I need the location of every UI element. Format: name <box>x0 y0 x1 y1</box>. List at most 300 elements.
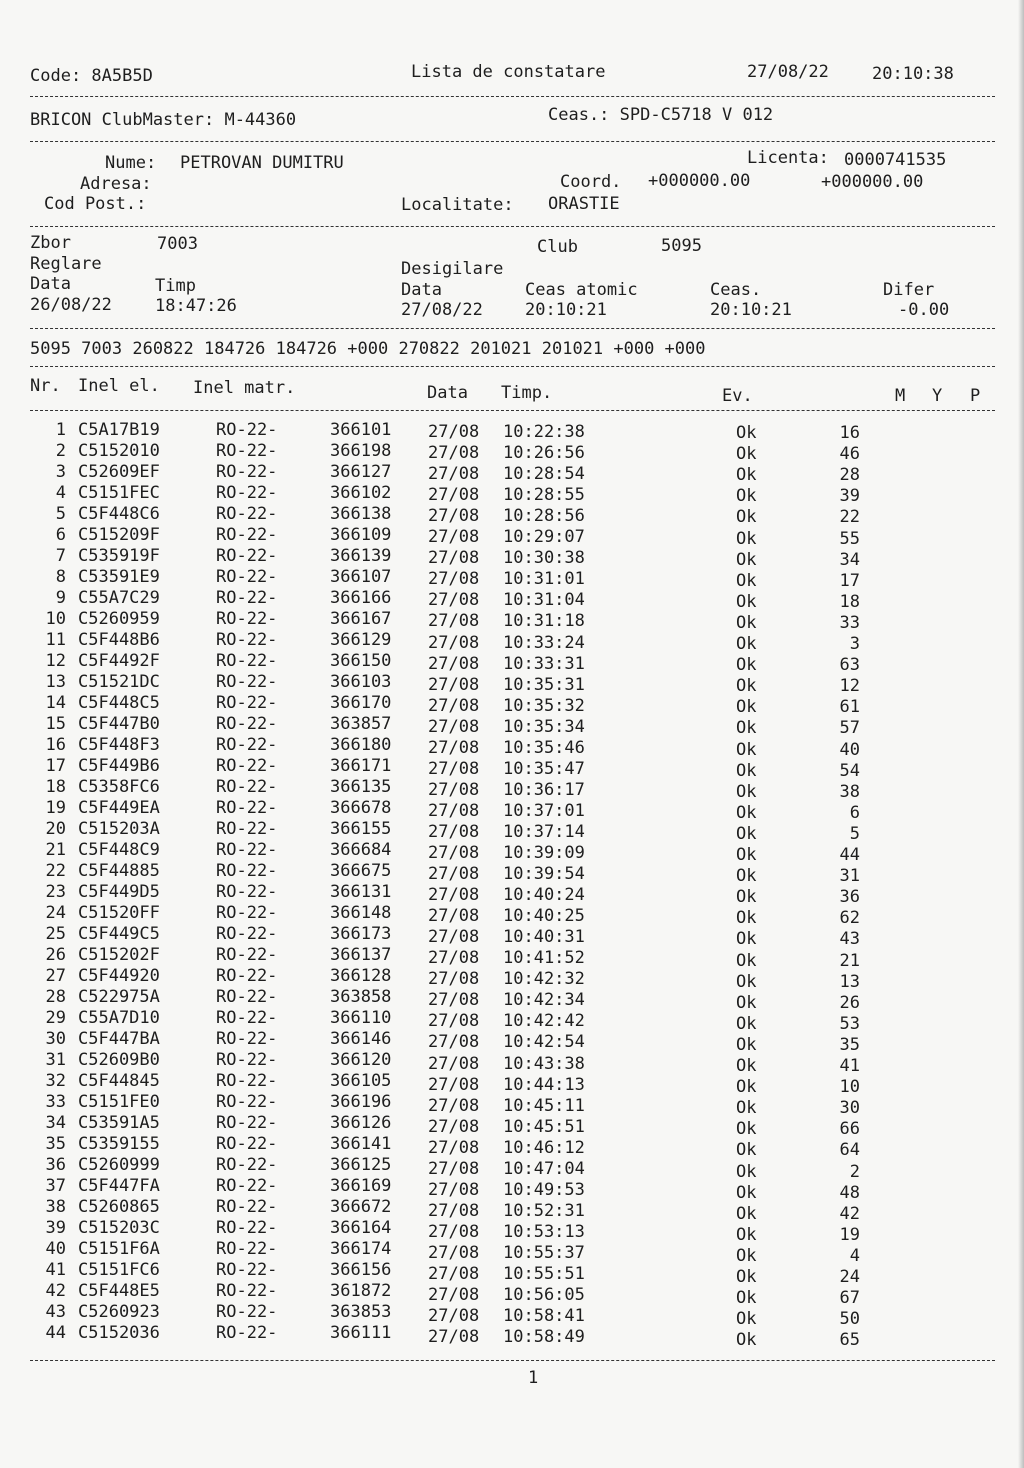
event-status: Ok <box>736 592 757 612</box>
atomic-label: Ceas atomic <box>525 280 638 300</box>
rank-value: 39 <box>839 486 860 506</box>
arrival-time: 10:30:38 <box>503 548 585 568</box>
arrival-date: 27/08 <box>428 633 480 653</box>
table-row <box>0 798 1024 823</box>
table-row <box>0 714 1024 738</box>
rank-value: 16 <box>839 423 860 443</box>
inel-matr-prefix: RO-22- <box>216 441 278 461</box>
rank-value: 54 <box>839 761 860 781</box>
row-number: 29 <box>45 1008 66 1028</box>
inel-el: C5359155 <box>78 1134 160 1154</box>
row-number: 17 <box>45 756 66 776</box>
event-status: Ok <box>736 1014 757 1034</box>
table-row <box>0 1302 1024 1329</box>
arrival-date: 27/08 <box>428 1096 480 1116</box>
inel-el: C5F44920 <box>78 966 160 986</box>
table-row <box>0 1218 1024 1245</box>
arrival-time: 10:55:51 <box>503 1264 585 1284</box>
event-status: Ok <box>736 1225 757 1245</box>
arrival-date: 27/08 <box>428 1201 480 1221</box>
owner-name: PETROVAN DUMITRU <box>180 153 344 173</box>
row-number: 4 <box>55 483 66 503</box>
divider <box>30 366 995 367</box>
arrival-date: 27/08 <box>428 1222 480 1242</box>
arrival-time: 10:33:31 <box>503 654 585 674</box>
arrival-date: 27/08 <box>428 464 480 484</box>
event-status: Ok <box>736 1035 757 1055</box>
inel-el: C5F447BA <box>78 1029 160 1049</box>
inel-el: C5F447B0 <box>78 714 160 734</box>
arrival-time: 10:47:04 <box>503 1159 585 1179</box>
arrival-date: 27/08 <box>428 611 480 631</box>
rank-value: 44 <box>839 845 860 865</box>
inel-matr-number: 366137 <box>330 945 392 965</box>
event-status: Ok <box>736 1183 757 1203</box>
row-number: 18 <box>45 777 66 797</box>
row-number: 23 <box>45 882 66 902</box>
event-status: Ok <box>736 1246 757 1266</box>
table-row <box>0 756 1024 781</box>
inel-matr-prefix: RO-22- <box>216 525 278 545</box>
timp-label: Timp <box>155 276 196 296</box>
page-number: 1 <box>528 1368 539 1388</box>
inel-matr-number: 366109 <box>330 525 392 545</box>
device-label: BRICON ClubMaster: M-44360 <box>30 110 297 130</box>
arrival-date: 27/08 <box>428 654 480 674</box>
difer-value: -0.00 <box>898 300 950 320</box>
table-row <box>0 945 1024 971</box>
inel-matr-prefix: RO-22- <box>216 987 278 1007</box>
inel-matr-prefix: RO-22- <box>216 882 278 902</box>
rank-value: 5 <box>849 824 860 844</box>
table-row <box>0 735 1024 760</box>
coord-y: +000000.00 <box>821 172 924 192</box>
inel-el: C515209F <box>78 525 160 545</box>
arrival-date: 27/08 <box>428 548 480 568</box>
arrival-date: 27/08 <box>428 717 480 737</box>
arrival-date: 27/08 <box>428 1032 480 1052</box>
arrival-date: 27/08 <box>428 738 480 758</box>
arrival-time: 10:56:05 <box>503 1285 585 1305</box>
arrival-time: 10:28:56 <box>503 506 585 526</box>
inel-matr-prefix: RO-22- <box>216 924 278 944</box>
arrival-time: 10:46:12 <box>503 1138 585 1158</box>
arrival-date: 27/08 <box>428 1264 480 1284</box>
arrival-time: 10:42:54 <box>503 1032 585 1052</box>
inel-matr-prefix: RO-22- <box>216 903 278 923</box>
inel-el: C5F4492F <box>78 651 160 671</box>
inel-matr-prefix: RO-22- <box>216 1113 278 1133</box>
inel-matr-prefix: RO-22- <box>216 1197 278 1217</box>
table-row <box>0 441 1024 462</box>
rank-value: 53 <box>839 1014 860 1034</box>
event-status: Ok <box>736 655 757 675</box>
clock-label: Ceas.: SPD-C5718 V 012 <box>548 105 774 125</box>
table-row <box>0 924 1024 949</box>
inel-el: C5151FEC <box>78 483 160 503</box>
table-row <box>0 861 1024 886</box>
inel-matr-number: 366678 <box>330 798 392 818</box>
rank-value: 38 <box>839 782 860 802</box>
row-number: 35 <box>45 1134 66 1154</box>
inel-matr-number: 366139 <box>330 546 392 566</box>
inel-matr-number: 366127 <box>330 462 392 482</box>
row-number: 2 <box>55 441 66 461</box>
table-row <box>0 525 1024 549</box>
arrival-date: 27/08 <box>428 1054 480 1074</box>
inel-matr-number: 366196 <box>330 1092 392 1112</box>
table-row <box>0 1176 1024 1203</box>
inel-el: C53591E9 <box>78 567 160 587</box>
inel-matr-number: 366155 <box>330 819 392 839</box>
row-number: 1 <box>55 420 66 440</box>
inel-el: C5F447FA <box>78 1176 160 1196</box>
inel-el: C5F449EA <box>78 798 160 818</box>
inel-matr-number: 363858 <box>330 987 392 1007</box>
table-row <box>0 966 1024 992</box>
inel-el: C51521DC <box>78 672 160 692</box>
arrival-time: 10:36:17 <box>503 780 585 800</box>
arrival-time: 10:44:13 <box>503 1075 585 1095</box>
inel-el: C5358FC6 <box>78 777 160 797</box>
event-status: Ok <box>736 1267 757 1287</box>
postcode-label: Cod Post.: <box>44 194 147 214</box>
table-row <box>0 1239 1024 1266</box>
col-ev-header: Ev. <box>722 386 753 406</box>
inel-el: C535919F <box>78 546 160 566</box>
inel-matr-number: 366164 <box>330 1218 392 1238</box>
inel-el: C5151F6A <box>78 1239 160 1259</box>
inel-matr-number: 366110 <box>330 1008 392 1028</box>
inel-matr-number: 366128 <box>330 966 392 986</box>
rank-value: 30 <box>839 1098 860 1118</box>
arrival-date: 27/08 <box>428 1180 480 1200</box>
inel-el: C55A7D10 <box>78 1008 160 1028</box>
rank-value: 35 <box>839 1035 860 1055</box>
inel-matr-number: 366169 <box>330 1176 392 1196</box>
rank-value: 63 <box>839 655 860 675</box>
arrival-time: 10:35:31 <box>503 675 585 695</box>
event-status: Ok <box>736 824 757 844</box>
inel-matr-number: 363853 <box>330 1302 392 1322</box>
table-row <box>0 1029 1024 1055</box>
arrival-date: 27/08 <box>428 1327 480 1347</box>
table-row <box>0 987 1024 1013</box>
arrival-time: 10:31:18 <box>503 611 585 631</box>
inel-el: C5151FE0 <box>78 1092 160 1112</box>
inel-matr-number: 366141 <box>330 1134 392 1154</box>
inel-matr-prefix: RO-22- <box>216 819 278 839</box>
inel-matr-prefix: RO-22- <box>216 1092 278 1112</box>
inel-el: C5F44845 <box>78 1071 160 1091</box>
table-row <box>0 609 1024 633</box>
arrival-time: 10:42:42 <box>503 1011 585 1031</box>
row-number: 14 <box>45 693 66 713</box>
inel-el: C5F448F3 <box>78 735 160 755</box>
inel-el: C5F448C5 <box>78 693 160 713</box>
inel-matr-number: 366126 <box>330 1113 392 1133</box>
col-timp-header: Timp. <box>501 383 553 403</box>
inel-el: C5F448E5 <box>78 1281 160 1301</box>
document-title: Lista de constatare <box>411 62 606 82</box>
inel-matr-prefix: RO-22- <box>216 1176 278 1196</box>
arrival-time: 10:35:34 <box>503 717 585 737</box>
event-status: Ok <box>736 634 757 654</box>
arrival-date: 27/08 <box>428 990 480 1010</box>
arrival-date: 27/08 <box>428 1075 480 1095</box>
table-row <box>0 1008 1024 1034</box>
inel-matr-prefix: RO-22- <box>216 672 278 692</box>
row-number: 24 <box>45 903 66 923</box>
arrival-time: 10:37:01 <box>503 801 585 821</box>
arrival-date: 27/08 <box>428 885 480 905</box>
arrival-time: 10:26:56 <box>503 443 585 463</box>
rank-value: 13 <box>839 972 860 992</box>
col-inel-matr-header: Inel matr. <box>193 378 296 398</box>
arrival-date: 27/08 <box>428 422 480 442</box>
data2-label: Data <box>401 280 442 300</box>
table-row <box>0 777 1024 802</box>
arrival-date: 27/08 <box>428 443 480 463</box>
inel-matr-prefix: RO-22- <box>216 420 278 440</box>
zbor-label: Zbor <box>30 233 71 253</box>
row-number: 41 <box>45 1260 66 1280</box>
arrival-date: 27/08 <box>428 843 480 863</box>
inel-matr-number: 366167 <box>330 609 392 629</box>
arrival-time: 10:42:32 <box>503 969 585 989</box>
inel-el: C53591A5 <box>78 1113 160 1133</box>
inel-el: C5F44885 <box>78 861 160 881</box>
inel-el: C5260923 <box>78 1302 160 1322</box>
inel-el: C5F448C9 <box>78 840 160 860</box>
arrival-time: 10:39:09 <box>503 843 585 863</box>
table-row <box>0 1197 1024 1224</box>
table-row <box>0 546 1024 570</box>
rank-value: 17 <box>839 571 860 591</box>
table-row <box>0 1113 1024 1139</box>
club-value: 5095 <box>661 236 702 256</box>
event-status: Ok <box>736 887 757 907</box>
inel-matr-number: 366135 <box>330 777 392 797</box>
license-label: Licenta: <box>747 148 829 168</box>
inel-matr-prefix: RO-22- <box>216 861 278 881</box>
rank-value: 19 <box>839 1225 860 1245</box>
inel-el: C5260959 <box>78 609 160 629</box>
row-number: 16 <box>45 735 66 755</box>
rank-value: 21 <box>839 951 860 971</box>
divider <box>30 226 995 227</box>
coord-x: +000000.00 <box>648 171 751 191</box>
address-label: Adresa: <box>80 174 152 194</box>
row-number: 19 <box>45 798 66 818</box>
rank-value: 61 <box>839 697 860 717</box>
col-m-header: M <box>895 386 906 406</box>
arrival-date: 27/08 <box>428 969 480 989</box>
arrival-time: 10:40:24 <box>503 885 585 905</box>
arrival-date: 27/08 <box>428 1306 480 1326</box>
inel-matr-prefix: RO-22- <box>216 1029 278 1049</box>
rank-value: 48 <box>839 1183 860 1203</box>
event-status: Ok <box>736 1309 757 1329</box>
table-row <box>0 693 1024 717</box>
inel-matr-number: 366131 <box>330 882 392 902</box>
inel-matr-number: 366198 <box>330 441 392 461</box>
divider <box>30 410 995 411</box>
table-row <box>0 420 1024 441</box>
rank-value: 42 <box>839 1204 860 1224</box>
row-number: 28 <box>45 987 66 1007</box>
event-status: Ok <box>736 761 757 781</box>
inel-matr-prefix: RO-22- <box>216 1302 278 1322</box>
col-p-header: P <box>970 386 981 406</box>
event-status: Ok <box>736 465 757 485</box>
arrival-time: 10:45:51 <box>503 1117 585 1137</box>
inel-matr-prefix: RO-22- <box>216 462 278 482</box>
arrival-time: 10:43:38 <box>503 1054 585 1074</box>
inel-matr-number: 366171 <box>330 756 392 776</box>
event-status: Ok <box>736 1077 757 1097</box>
event-status: Ok <box>736 1119 757 1139</box>
rank-value: 41 <box>839 1056 860 1076</box>
inel-el: C515203A <box>78 819 160 839</box>
row-number: 22 <box>45 861 66 881</box>
arrival-time: 10:35:47 <box>503 759 585 779</box>
print-date: 27/08/22 <box>747 62 829 82</box>
inel-matr-prefix: RO-22- <box>216 630 278 650</box>
inel-matr-number: 366120 <box>330 1050 392 1070</box>
table-row <box>0 1134 1024 1160</box>
inel-matr-number: 366174 <box>330 1239 392 1259</box>
table-row <box>0 1092 1024 1118</box>
arrival-date: 27/08 <box>428 864 480 884</box>
row-number: 6 <box>55 525 66 545</box>
rank-value: 10 <box>839 1077 860 1097</box>
arrival-time: 10:31:01 <box>503 569 585 589</box>
inel-el: C5152036 <box>78 1323 160 1343</box>
table-row <box>0 462 1024 483</box>
inel-matr-number: 366684 <box>330 840 392 860</box>
arrival-time: 10:58:41 <box>503 1306 585 1326</box>
arrival-time: 10:53:13 <box>503 1222 585 1242</box>
row-number: 9 <box>55 588 66 608</box>
arrival-date: 27/08 <box>428 1138 480 1158</box>
row-number: 15 <box>45 714 66 734</box>
inel-matr-prefix: RO-22- <box>216 1323 278 1343</box>
table-row <box>0 1323 1024 1350</box>
arrival-date: 27/08 <box>428 527 480 547</box>
divider <box>30 328 995 329</box>
row-number: 8 <box>55 567 66 587</box>
table-row <box>0 1050 1024 1076</box>
inel-matr-prefix: RO-22- <box>216 1008 278 1028</box>
inel-el: C5A17B19 <box>78 420 160 440</box>
rank-value: 64 <box>839 1140 860 1160</box>
ceas-label: Ceas. <box>710 280 762 300</box>
rank-value: 40 <box>839 740 860 760</box>
arrival-time: 10:40:25 <box>503 906 585 926</box>
des-date: 27/08/22 <box>401 300 483 320</box>
table-row <box>0 1260 1024 1287</box>
event-status: Ok <box>736 444 757 464</box>
event-status: Ok <box>736 866 757 886</box>
arrival-date: 27/08 <box>428 1011 480 1031</box>
inel-el: C5151FC6 <box>78 1260 160 1280</box>
event-status: Ok <box>736 1288 757 1308</box>
row-number: 44 <box>45 1323 66 1343</box>
rank-value: 6 <box>849 803 860 823</box>
table-row <box>0 903 1024 928</box>
arrival-time: 10:35:46 <box>503 738 585 758</box>
rank-value: 33 <box>839 613 860 633</box>
row-number: 11 <box>45 630 66 650</box>
inel-matr-number: 366103 <box>330 672 392 692</box>
inel-matr-number: 366675 <box>330 861 392 881</box>
row-number: 25 <box>45 924 66 944</box>
desigilare-label: Desigilare <box>401 259 504 279</box>
table-row <box>0 1071 1024 1097</box>
inel-matr-prefix: RO-22- <box>216 567 278 587</box>
inel-matr-number: 366107 <box>330 567 392 587</box>
event-status: Ok <box>736 718 757 738</box>
inel-el: C5152010 <box>78 441 160 461</box>
inel-matr-number: 363857 <box>330 714 392 734</box>
inel-matr-number: 366672 <box>330 1197 392 1217</box>
name-label: Nume: <box>105 153 157 173</box>
arrival-time: 10:41:52 <box>503 948 585 968</box>
inel-matr-number: 366102 <box>330 483 392 503</box>
inel-matr-number: 366150 <box>330 651 392 671</box>
inel-matr-number: 366111 <box>330 1323 392 1343</box>
rank-value: 67 <box>839 1288 860 1308</box>
inel-matr-prefix: RO-22- <box>216 504 278 524</box>
arrival-time: 10:39:54 <box>503 864 585 884</box>
table-row <box>0 819 1024 844</box>
row-number: 39 <box>45 1218 66 1238</box>
table-row <box>0 840 1024 865</box>
row-number: 10 <box>45 609 66 629</box>
rank-value: 3 <box>849 634 860 654</box>
event-status: Ok <box>736 908 757 928</box>
inel-matr-number: 366180 <box>330 735 392 755</box>
table-row <box>0 567 1024 591</box>
inel-el: C5F449D5 <box>78 882 160 902</box>
divider <box>30 96 995 97</box>
rank-value: 62 <box>839 908 860 928</box>
arrival-time: 10:52:31 <box>503 1201 585 1221</box>
inel-matr-prefix: RO-22- <box>216 546 278 566</box>
inel-matr-prefix: RO-22- <box>216 1260 278 1280</box>
inel-matr-prefix: RO-22- <box>216 714 278 734</box>
row-number: 33 <box>45 1092 66 1112</box>
inel-matr-prefix: RO-22- <box>216 1239 278 1259</box>
arrival-time: 10:35:32 <box>503 696 585 716</box>
table-row <box>0 483 1024 504</box>
col-data-header: Data <box>427 383 468 403</box>
inel-matr-prefix: RO-22- <box>216 756 278 776</box>
data-label: Data <box>30 274 71 294</box>
arrival-time: 10:42:34 <box>503 990 585 1010</box>
table-row <box>0 630 1024 654</box>
row-number: 7 <box>55 546 66 566</box>
arrival-date: 27/08 <box>428 906 480 926</box>
event-status: Ok <box>736 929 757 949</box>
arrival-date: 27/08 <box>428 1243 480 1263</box>
arrival-date: 27/08 <box>428 590 480 610</box>
inel-matr-prefix: RO-22- <box>216 735 278 755</box>
inel-matr-number: 366138 <box>330 504 392 524</box>
reglare-label: Reglare <box>30 254 102 274</box>
row-number: 30 <box>45 1029 66 1049</box>
